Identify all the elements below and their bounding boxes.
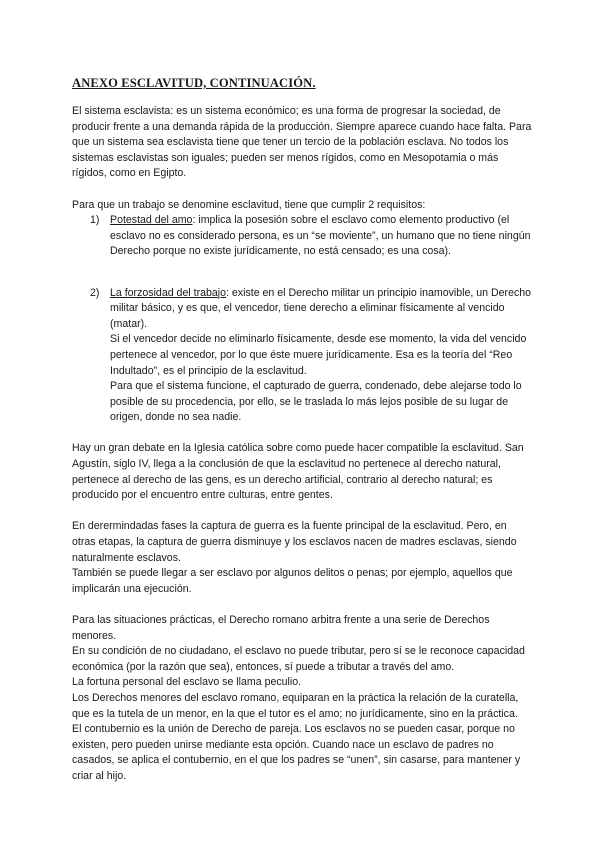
practical-paragraph: La fortuna personal del esclavo se llama peculio.: [72, 676, 302, 689]
requirement-text: : implica la posesión sobre el esclavo como elemento productivo (el esclavo no es considerado persona, es un “se moviente”, un humano que no tiene ningún Derecho porque no existe jurídicamente, no está censado; es una cosa).: [110, 214, 531, 258]
requirement-extra: Si el vencedor decide no eliminarlo físicamente, desde ese momento, la vida del vencido pertenece al vencedor, por lo que éste muere jurídicamente. Esa es la teoría del “Reo Indultado”, es el principio de la esclavitud.: [110, 333, 527, 377]
requirement-item: [72, 213, 532, 260]
requirement-item: [72, 286, 532, 426]
document-body: [72, 104, 532, 785]
requirement-number: 2): [90, 286, 100, 299]
requirements-intro: Para que un trabajo se denomine esclavitud, tiene que cumplir 2 requisitos:: [72, 198, 426, 211]
capture-paragraph: También se puede llegar a ser esclavo por algunos delitos o penas; por ejemplo, aquellos que implicarán una ejecución.: [72, 567, 513, 595]
practical-paragraph: El contubernio es la unión de Derecho de pareja. Los esclavos no se pueden casar, porque no existen, pero pueden unirse mediante esta opción. Cuando nace un esclavo de padres no casados, se aplica el contubernio, en el que los padres se “unen”, sin casarse, para mantener y criar al hijo.: [72, 723, 521, 782]
intro-paragraph: El sistema esclavista: es un sistema económico; es una forma de progresar la sociedad, de producir frente a una demanda rápida de la producción. Siempre aparece cuando hace falta. Para que un sistema sea esclavista tiene que tener un tercio de la población esclava. No todos los sistemas esclavistas son iguales; pueden ser menos rígidos, como en Mesopotamia o más rígidos, como en Egipto.: [72, 105, 532, 180]
requirement-term: Potestad del amo: [110, 214, 193, 227]
requirement-term: La forzosidad del trabajo: [110, 286, 227, 299]
requirement-number: 1): [90, 214, 100, 227]
requirement-extra: Para que el sistema funcione, el capturado de guerra, condenado, debe alejarse todo lo posible de su procedencia, por ello, se le traslada lo más lejos posible de su lugar de origen, donde no sea nadie.: [110, 380, 522, 424]
practical-paragraph: En su condición de no ciudadano, el esclavo no puede tributar, pero sí se le reconoce capacidad económica (por la razón que sea), entonces, sí puede a tributar a través del amo.: [72, 645, 525, 673]
document-title: ANEXO ESCLAVITUD, CONTINUACIÓN.: [72, 76, 316, 90]
requirement-text: : existe en el Derecho militar un principio inamovible, un Derecho militar básico, y es que, el vencedor, tiene derecho a eliminar físicamente al vencido (matar).: [110, 286, 532, 330]
practical-paragraph: Para las situaciones prácticas, el Derecho romano arbitra frente a una serie de Derechos menores.: [72, 614, 490, 642]
practical-paragraph: Los Derechos menores del esclavo romano, equiparan en la práctica la relación de la curatella, que es la tutela de un menor, en la que el tutor es el amo; no jurídicamente, sino en la práctica.: [72, 691, 519, 720]
church-paragraph: Hay un gran debate en la Iglesia católica sobre como puede hacer compatible la esclavitud. San Agustín, siglo IV, llega a la conclusión de que la esclavitud no pertenece al derecho natural, pertenece al derecho de las gens, es un derecho artificial, contrario al derecho natural; es producido por el encuentro entre culturas, entre gentes.: [72, 442, 524, 502]
capture-paragraph: En derermindadas fases la captura de guerra es la fuente principal de la esclavitud. Pero, en otras etapas, la captura de guerra disminuye y los esclavos nacen de madres esclavas, siendo naturalmente esclavos.: [72, 520, 517, 564]
